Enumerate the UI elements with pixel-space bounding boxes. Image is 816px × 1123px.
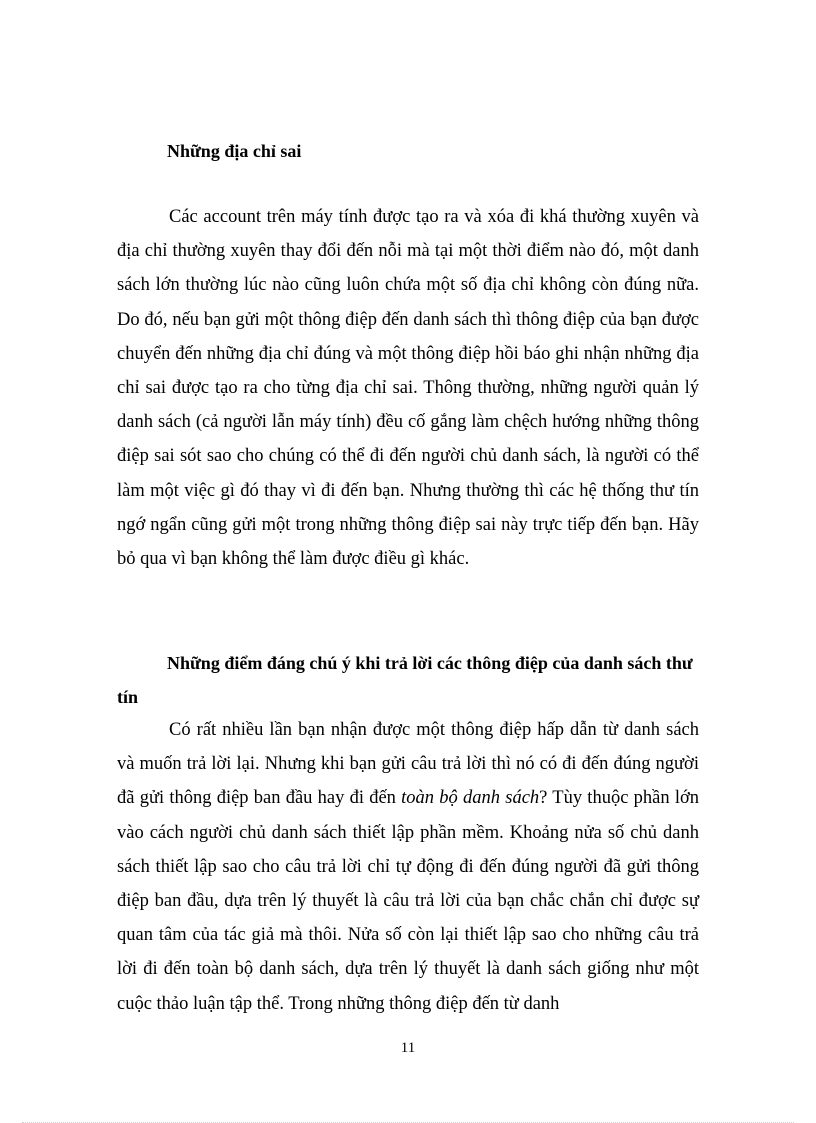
paragraph-wrong-addresses: Các account trên máy tính được tạo ra và xóa đi khá thường xuyên và địa chỉ thường xuyên thay đổi đến nỗi mà tại một thời điểm nào đó, một danh sách lớn thường lúc nào cũng luôn chứa một số địa chỉ không còn đúng nữa. Do đó, nếu bạn gửi một thông điệp đến danh sách thì thông điệp của bạn được chuyển đến những địa chỉ đúng và một thông điệp hồi báo ghi nhận những địa chỉ sai được tạo ra cho từng địa chỉ sai. Thông thường, những người quản lý danh sách (cả người lẫn máy tính) đều cố gắng làm chệch hướng những thông điệp sai sót sao cho chúng có thể đi đến người chủ danh sách, là người có thể làm một việc gì đó thay vì đi đến bạn. Nhưng thường thì các hệ thống thư tín ngớ ngẩn cũng gửi một trong những thông điệp sai này trực tiếp đến bạn. Hãy bỏ qua vì bạn không thể làm được điều gì khác. [117, 207, 699, 570]
italic-phrase: toàn bộ danh sách [401, 788, 540, 809]
paragraph-text-end: ? Tùy thuộc phần lớn vào cách người chủ danh sách thiết lập phần mềm. Khoảng nửa số chủ danh sách thiết lập sao cho câu trả lời chỉ tự động đi đến đúng người đã gửi thông điệp ban đầu, dựa trên lý thuyết là câu trả lời của bạn chắc chắn chỉ được sự quan tâm của tác giả mà thôi. Nửa số còn lại thiết lập sao cho những câu trả lời đi đến toàn bộ danh sách, dựa trên lý thuyết là danh sách giống như một cuộc thảo luận tập thể. Trong những thông điệp đến từ danh [117, 788, 699, 1014]
section-heading-replying-to-mailing-list [117, 646, 699, 714]
page-number: 11 [400, 1040, 416, 1056]
section-heading-wrong-addresses [117, 134, 699, 168]
heading-text: Những điểm đáng chú ý khi trả lời các thông điệp của danh sách thư tín [117, 653, 693, 707]
paragraph-replying-to-mailing-list [117, 713, 699, 1021]
paragraph-text-start: Có rất nhiều lần bạn nhận được một thông điệp hấp dẫn từ danh sách và muốn trả lời lại. Nhưng khi bạn gửi câu trả lời thì nó có đi đến đúng người đã gửi thông điệp ban đầu hay đi đến [117, 720, 699, 809]
heading-text: Những địa chỉ sai [167, 141, 302, 161]
